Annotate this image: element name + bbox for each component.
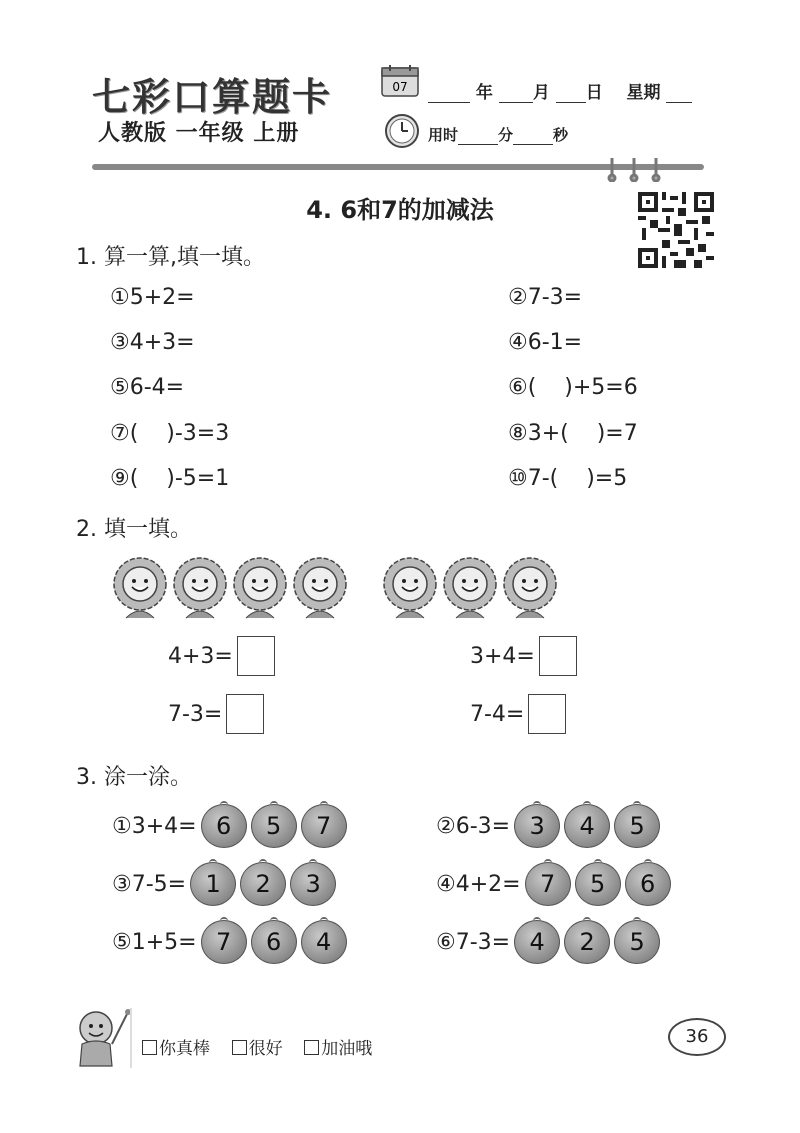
date-line (428, 78, 692, 103)
section2-heading: 2. 填一填。 (76, 517, 192, 542)
option-ball[interactable]: 5 (614, 804, 660, 848)
fill-eq-2-text: 3+4= (470, 643, 535, 669)
option-ball[interactable]: 7 (525, 862, 571, 906)
problem-1: ①5+2= (110, 285, 195, 310)
option-ball[interactable]: 3 (514, 804, 560, 848)
color-row-3 (112, 862, 336, 906)
answer-box-4[interactable] (528, 694, 566, 734)
option-ball[interactable]: 7 (201, 920, 247, 964)
month-blank[interactable] (499, 88, 533, 103)
check-label-2: 很好 (248, 1039, 283, 1059)
qr-code-icon[interactable] (638, 192, 714, 272)
section3-heading: 3. 涂一涂。 (76, 765, 192, 790)
day-blank[interactable] (556, 88, 586, 103)
problem-8: ⑧3+( )=7 (508, 421, 638, 446)
option-ball[interactable]: 4 (564, 804, 610, 848)
color-row-4-label: ④4+2= (436, 871, 521, 897)
lesson-title: 4. 6和7的加减法 (306, 196, 494, 224)
day-label: 日 (585, 83, 603, 103)
option-ball[interactable]: 4 (301, 920, 347, 964)
check-box-2[interactable] (232, 1040, 247, 1055)
check-box-1[interactable] (142, 1040, 157, 1055)
option-ball[interactable]: 6 (625, 862, 671, 906)
second-blank[interactable] (513, 130, 553, 145)
problem-10: ⑩7-( )=5 (508, 466, 628, 491)
self-evaluation (142, 1034, 372, 1059)
color-row-5 (112, 920, 347, 964)
sunflower-group-3 (382, 556, 562, 624)
year-blank[interactable] (428, 88, 470, 103)
sunflowers-left-icon (112, 556, 352, 620)
footer-divider (130, 1008, 132, 1068)
option-ball[interactable]: 5 (251, 804, 297, 848)
year-label: 年 (475, 83, 493, 103)
edition-label: 人教版 一年级 上册 (98, 121, 300, 146)
problem-4: ④6-1= (508, 330, 583, 355)
fill-eq-2 (470, 636, 577, 676)
problem-7: ⑦( )-3=3 (110, 421, 230, 446)
option-ball[interactable]: 2 (240, 862, 286, 906)
color-row-2-label: ②6-3= (436, 813, 511, 839)
option-ball[interactable]: 3 (290, 862, 336, 906)
option-ball[interactable]: 7 (301, 804, 347, 848)
answer-box-2[interactable] (539, 636, 577, 676)
fill-eq-1-text: 4+3= (168, 643, 233, 669)
minute-label: 分 (498, 126, 514, 144)
color-row-1 (112, 804, 347, 848)
color-row-5-label: ⑤1+5= (112, 929, 197, 955)
problem-9: ⑨( )-5=1 (110, 466, 230, 491)
color-row-2 (436, 804, 660, 848)
problem-5: ⑤6-4= (110, 375, 185, 400)
calendar-day: 07 (392, 80, 408, 94)
sunflower-group-4 (112, 556, 352, 624)
problem-3: ③4+3= (110, 330, 195, 355)
clock-icon (382, 110, 422, 154)
color-row-6 (436, 920, 660, 964)
color-row-3-label: ③7-5= (112, 871, 187, 897)
fill-eq-4-text: 7-4= (470, 701, 525, 727)
option-ball[interactable]: 2 (564, 920, 610, 964)
weekday-blank[interactable] (666, 88, 692, 103)
fill-eq-3-text: 7-3= (168, 701, 223, 727)
brand-title: 七彩口算题卡 (92, 74, 333, 119)
second-label: 秒 (553, 126, 569, 144)
mascot-icon (70, 1004, 134, 1074)
section1-heading: 1. 算一算,填一填。 (76, 245, 265, 270)
option-ball[interactable]: 6 (201, 804, 247, 848)
answer-box-1[interactable] (237, 636, 275, 676)
sunflowers-right-icon (382, 556, 562, 620)
check-label-3: 加油哦 (321, 1039, 373, 1059)
calendar-icon (380, 64, 420, 102)
divider-pins-icon (604, 156, 668, 186)
option-ball[interactable]: 5 (614, 920, 660, 964)
problem-6: ⑥( )+5=6 (508, 375, 638, 400)
check-box-3[interactable] (304, 1040, 319, 1055)
time-label: 用时 (428, 126, 459, 144)
fill-eq-3 (168, 694, 264, 734)
time-line (428, 124, 568, 145)
option-ball[interactable]: 5 (575, 862, 621, 906)
minute-blank[interactable] (458, 130, 498, 145)
page-number: 36 (668, 1018, 726, 1056)
weekday-label: 星期 (626, 83, 661, 103)
option-ball[interactable]: 4 (514, 920, 560, 964)
option-ball[interactable]: 6 (251, 920, 297, 964)
color-row-4 (436, 862, 671, 906)
fill-eq-4 (470, 694, 566, 734)
check-label-1: 你真棒 (159, 1039, 210, 1059)
option-ball[interactable]: 1 (190, 862, 236, 906)
color-row-1-label: ①3+4= (112, 813, 197, 839)
problem-2: ②7-3= (508, 285, 583, 310)
answer-box-3[interactable] (226, 694, 264, 734)
color-row-6-label: ⑥7-3= (436, 929, 511, 955)
fill-eq-1 (168, 636, 275, 676)
month-label: 月 (532, 83, 550, 103)
